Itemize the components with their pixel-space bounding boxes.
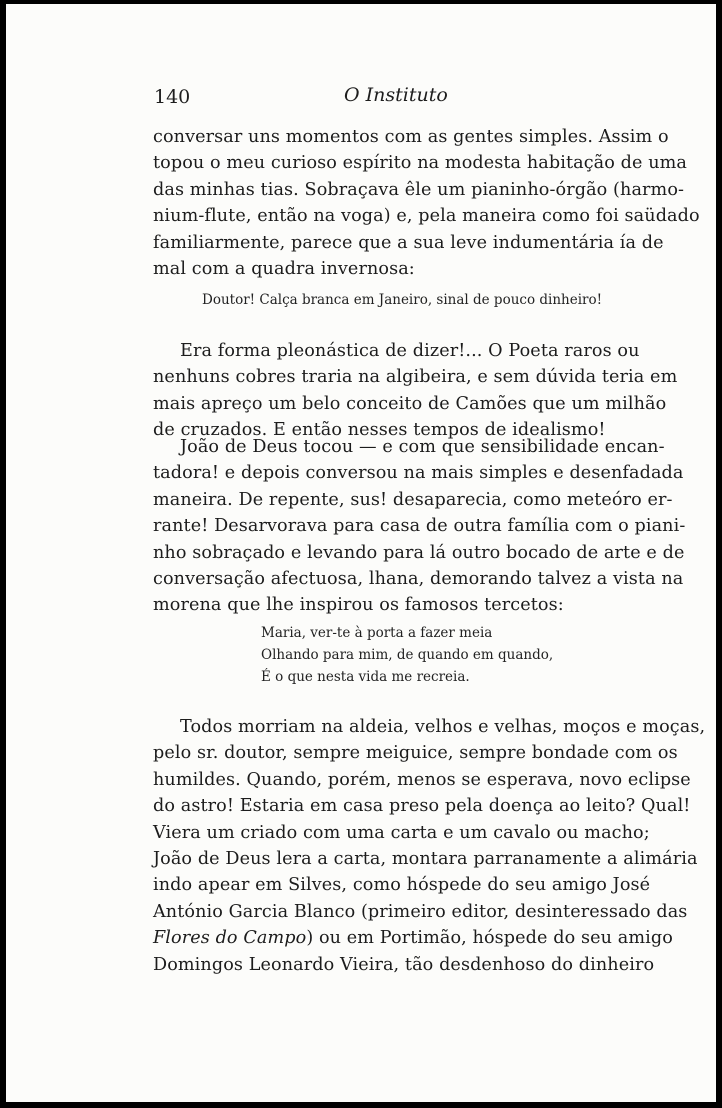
text-line: morena que lhe inspirou os famosos tercetos: xyxy=(153,595,564,616)
text-line: conversar uns momentos com as gentes simples. Assim o xyxy=(153,127,669,147)
text-line: das minhas tias. Sobraçava êle um pianinho-órgão (harmo- xyxy=(153,179,685,200)
verse-line: Olhando para mim, de quando em quando, xyxy=(261,647,554,663)
text-line: António Garcia Blanco (primeiro editor, desinteressado das xyxy=(153,901,688,922)
text-line: indo apear em Silves, como hóspede do seu amigo José xyxy=(153,875,651,896)
book-page xyxy=(6,4,716,1102)
paragraph-4 xyxy=(153,714,706,978)
text-line: do astro! Estaria em casa preso pela doença ao leito? Qual! xyxy=(153,796,691,817)
text-line: familiarmente, parece que a sua leve indumentária ía de xyxy=(153,232,664,253)
paragraph-2 xyxy=(153,338,678,444)
text-line-with-title xyxy=(153,925,673,951)
paragraph-1 xyxy=(153,124,700,282)
text-line: nho sobraçado e levando para lá outro bocado de arte e de xyxy=(153,542,685,563)
text-line: nenhuns cobres traria na algibeira, e sem dúvida teria em xyxy=(153,367,678,388)
text-line: conversação afectuosa, lhana, demorando talvez a vista na xyxy=(153,569,684,590)
text-line: Todos morriam na aldeia, velhos e velhas, moços e moças, xyxy=(180,717,706,737)
verse-line: Maria, ver-te à porta a fazer meia xyxy=(261,625,493,641)
text-line: pelo sr. doutor, sempre meiguice, sempre bondade com os xyxy=(153,743,678,764)
text-line: humildes. Quando, porém, menos se esperava, novo eclipse xyxy=(153,769,691,790)
page-header xyxy=(6,80,716,110)
text-line: Viera um criado com uma carta e um cavalo ou macho; xyxy=(153,822,650,843)
text-line: Domingos Leonardo Vieira, tão desdenhoso do dinheiro xyxy=(153,954,655,975)
text-line: de cruzados. E então nesses tempos de idealismo! xyxy=(153,420,606,441)
text-line: nium-flute, então na voga) e, pela maneira como foi saüdado xyxy=(153,206,700,227)
text-line-rest: ) ou em Portimão, hóspede do seu amigo xyxy=(306,928,673,949)
paragraph-3 xyxy=(153,434,686,619)
text-line: João de Deus tocou — e com que sensibilidade encan- xyxy=(180,437,665,457)
popular-saying-quote: Doutor! Calça branca em Janeiro, sinal de pouco dinheiro! xyxy=(202,292,603,308)
page-number: 140 xyxy=(154,86,191,108)
text-line: maneira. De repente, sus! desaparecia, como meteóro er- xyxy=(153,489,673,510)
text-line: tadora! e depois conversou na mais simples e desenfadada xyxy=(153,463,684,484)
text-line: mal com a quadra invernosa: xyxy=(153,259,415,280)
text-line: João de Deus lera a carta, montara parranamente a alimária xyxy=(153,849,698,870)
verse-stanza xyxy=(261,622,553,688)
text-line: rante! Desarvorava para casa de outra família com o piani- xyxy=(153,516,686,537)
book-title: Flores do Campo xyxy=(153,928,307,949)
text-line: Era forma pleonástica de dizer!... O Poeta raros ou xyxy=(180,341,640,361)
text-line: topou o meu curioso espírito na modesta habitação de uma xyxy=(153,153,688,174)
text-line: mais apreço um belo conceito de Camões que um milhão xyxy=(153,393,667,414)
running-title: O Instituto xyxy=(344,84,448,106)
verse-line: É o que nesta vida me recreia. xyxy=(261,669,470,685)
